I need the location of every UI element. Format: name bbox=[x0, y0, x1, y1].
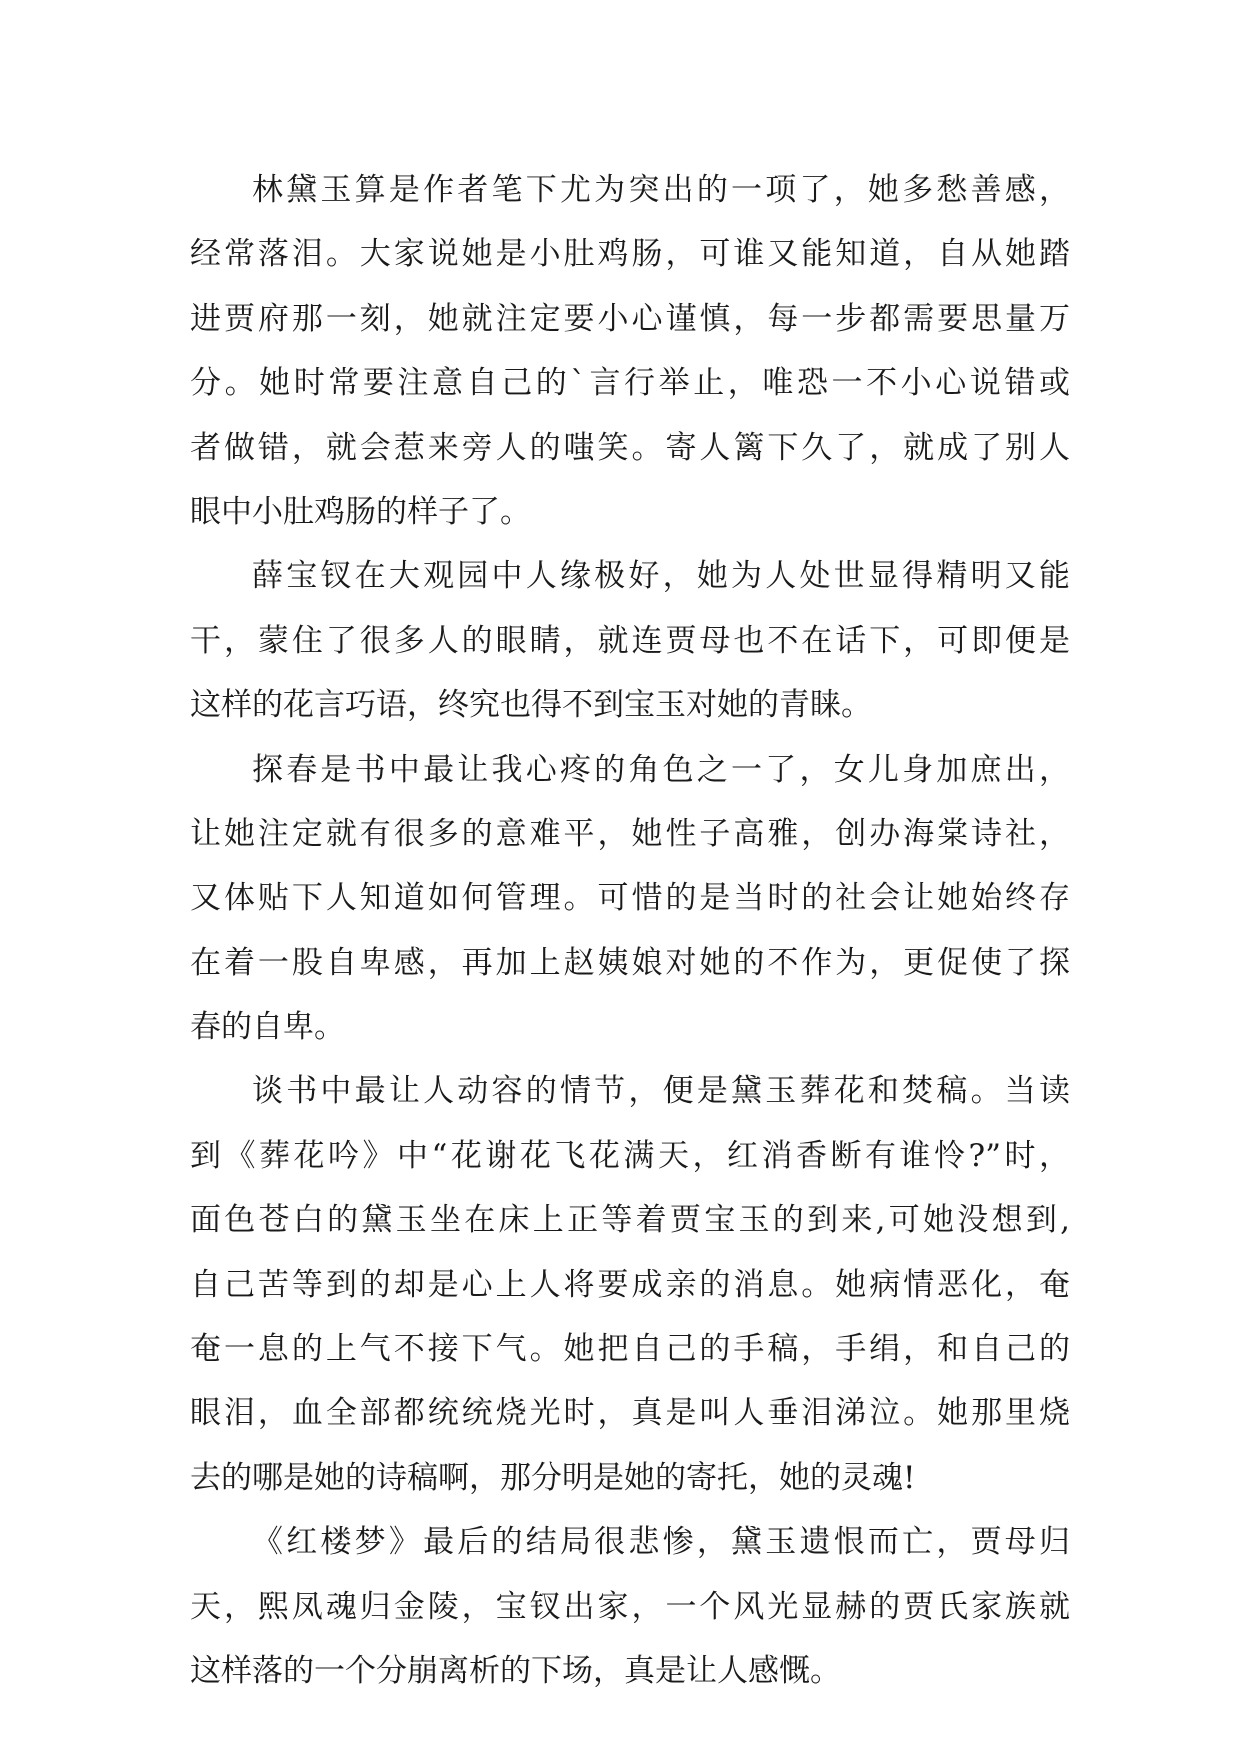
text-line: 谈书中最让人动容的情节，便是黛玉葬花和焚稿。当读 bbox=[252, 1073, 1070, 1110]
text-line: 奄一息的上气不接下气。她把自己的手稿，手绢，和自己的 bbox=[190, 1331, 1070, 1368]
text-line: 天，熙凤魂归金陵，宝钗出家，一个风光显赫的贾氏家族就 bbox=[190, 1588, 1070, 1625]
paragraph bbox=[190, 158, 1070, 544]
text-line: 眼泪，血全部都统统烧光时，真是叫人垂泪涕泣。她那里烧 bbox=[190, 1395, 1070, 1432]
text-line: 薛宝钗在大观园中人缘极好，她为人处世显得精明又能 bbox=[252, 558, 1070, 595]
text-line: 面色苍白的黛玉坐在床上正等着贾宝玉的到来,可她没想到, bbox=[190, 1202, 1070, 1239]
text-line: 进贾府那一刻，她就注定要小心谨慎，每一步都需要思量万 bbox=[190, 300, 1070, 337]
text-line: 春的自卑。 bbox=[190, 1009, 345, 1046]
text-line: 《红楼梦》最后的结局很悲惨，黛玉遗恨而亡，贾母归 bbox=[252, 1524, 1070, 1561]
text-line: 在着一股自卑感，再加上赵姨娘对她的不作为，更促使了探 bbox=[190, 944, 1070, 981]
text-line: 这样落的一个分崩离析的下场，真是让人感慨。 bbox=[190, 1652, 841, 1689]
paragraph bbox=[190, 544, 1070, 737]
text-line: 到《葬花吟》中“花谢花飞花满天，红消香断有谁怜?”时， bbox=[190, 1137, 1070, 1174]
text-line: 让她注定就有很多的意难平，她性子高雅，创办海棠诗社， bbox=[190, 815, 1070, 852]
paragraph bbox=[190, 738, 1070, 1060]
text-line: 林黛玉算是作者笔下尤为突出的一项了，她多愁善感， bbox=[252, 172, 1070, 208]
text-line: 又体贴下人知道如何管理。可惜的是当时的社会让她始终存 bbox=[190, 880, 1070, 917]
text-line: 分。她时常要注意自己的`言行举止，唯恐一不小心说错或 bbox=[190, 365, 1070, 402]
text-line: 经常落泪。大家说她是小肚鸡肠，可谁又能知道，自从她踏 bbox=[190, 236, 1070, 273]
paragraph bbox=[190, 1059, 1070, 1510]
text-line: 去的哪是她的诗稿啊，那分明是她的寄托，她的灵魂! bbox=[190, 1459, 916, 1496]
text-line: 者做错，就会惹来旁人的嗤笑。寄人篱下久了，就成了别人 bbox=[190, 429, 1070, 466]
text-line: 这样的花言巧语，终究也得不到宝玉对她的青睐。 bbox=[190, 687, 872, 724]
paragraph bbox=[190, 1510, 1070, 1703]
text-line: 干，蒙住了很多人的眼睛，就连贾母也不在话下，可即便是 bbox=[190, 622, 1070, 659]
text-line: 探春是书中最让我心疼的角色之一了，女儿身加庶出， bbox=[252, 751, 1070, 788]
essay-body bbox=[190, 158, 1070, 1703]
text-line: 自己苦等到的却是心上人将要成亲的消息。她病情恶化，奄 bbox=[190, 1266, 1070, 1303]
text-line: 眼中小肚鸡肠的样子了。 bbox=[190, 493, 531, 530]
